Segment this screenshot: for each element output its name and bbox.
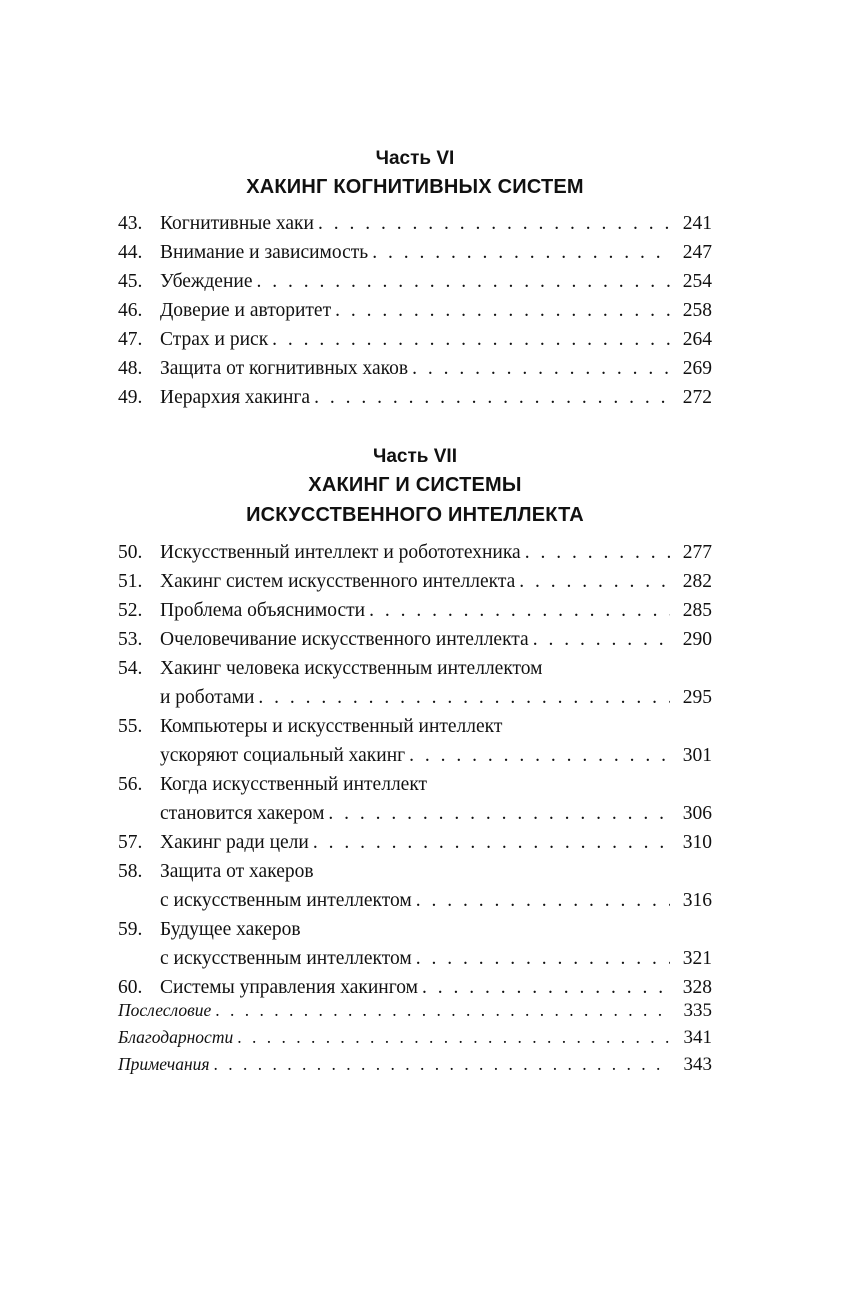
dot-leader bbox=[318, 209, 670, 238]
dot-leader bbox=[314, 383, 670, 412]
dot-leader bbox=[525, 538, 670, 567]
part-7-heading bbox=[118, 444, 712, 530]
toc-entry-51[interactable] bbox=[118, 567, 712, 596]
entry-title: Иерархия хакинга bbox=[160, 387, 311, 408]
toc-entry-56[interactable] bbox=[118, 770, 712, 828]
entry-page: 254 bbox=[682, 271, 712, 292]
entry-page: 321 bbox=[682, 948, 712, 969]
dot-leader bbox=[416, 944, 670, 973]
toc-entry-49[interactable] bbox=[118, 383, 712, 412]
entry-page: 301 bbox=[682, 745, 712, 766]
entry-number: 57. bbox=[118, 832, 143, 853]
entry-number: 58. bbox=[118, 861, 143, 882]
entry-page: 310 bbox=[682, 832, 712, 853]
entry-title: Убеждение bbox=[160, 271, 253, 292]
dot-leader bbox=[258, 683, 670, 712]
dot-leader bbox=[335, 296, 670, 325]
entry-number: 59. bbox=[118, 919, 143, 940]
dot-leader bbox=[215, 997, 670, 1024]
part-6-section bbox=[118, 146, 712, 412]
entry-title: Доверие и авторитет bbox=[160, 300, 332, 321]
toc-entry-55[interactable] bbox=[118, 712, 712, 770]
entry-page: 282 bbox=[682, 571, 712, 592]
entry-number: 52. bbox=[118, 600, 143, 621]
entry-title: Примечания bbox=[118, 1054, 210, 1074]
dot-leader bbox=[412, 354, 670, 383]
entry-title-line-2: ускоряют социальный хакинг bbox=[160, 745, 406, 766]
entry-title-line-1: Хакинг человека искусственным интеллектом bbox=[160, 658, 543, 679]
entry-page: 316 bbox=[682, 890, 712, 911]
entry-title: Послесловие bbox=[118, 1000, 212, 1020]
dot-leader bbox=[214, 1051, 670, 1078]
entry-title: Благодарности bbox=[118, 1027, 234, 1047]
entry-page: 335 bbox=[683, 1000, 712, 1021]
dot-leader bbox=[237, 1024, 670, 1051]
toc-entry-54[interactable] bbox=[118, 654, 712, 712]
entry-page: 295 bbox=[682, 687, 712, 708]
entry-title: Хакинг систем искусственного интеллекта bbox=[160, 571, 516, 592]
entry-number: 49. bbox=[118, 387, 143, 408]
part-7-title-line-2: ИСКУССТВЕННОГО ИНТЕЛЛЕКТА bbox=[246, 504, 584, 526]
toc-entry-47[interactable] bbox=[118, 325, 712, 354]
part-7-label: Часть VII bbox=[373, 446, 457, 467]
entry-title-line-2: с искусственным интеллектом bbox=[160, 948, 412, 969]
entry-page: 290 bbox=[682, 629, 712, 650]
entry-number: 54. bbox=[118, 658, 143, 679]
part-6-label: Часть VI bbox=[375, 148, 455, 169]
toc-entry-50[interactable] bbox=[118, 538, 712, 567]
backmatter-section bbox=[118, 997, 712, 1078]
toc-entry-52[interactable] bbox=[118, 596, 712, 625]
entry-title: Внимание и зависимость bbox=[160, 242, 369, 263]
entry-page: 285 bbox=[682, 600, 712, 621]
entry-title-line-1: Компьютеры и искусственный интеллект bbox=[160, 716, 503, 737]
entry-page: 258 bbox=[682, 300, 712, 321]
part-7-section bbox=[118, 444, 712, 1002]
part-6-heading bbox=[118, 146, 712, 202]
toc-entry-46[interactable] bbox=[118, 296, 712, 325]
entry-number: 55. bbox=[118, 716, 143, 737]
entry-page: 341 bbox=[683, 1027, 712, 1048]
entry-page: 306 bbox=[682, 803, 712, 824]
dot-leader bbox=[519, 567, 670, 596]
entry-number: 43. bbox=[118, 213, 143, 234]
dot-leader bbox=[369, 596, 670, 625]
entry-page: 269 bbox=[682, 358, 712, 379]
toc-entry-58[interactable] bbox=[118, 857, 712, 915]
entry-title: Хакинг ради цели bbox=[160, 832, 309, 853]
entry-title: Системы управления хакингом bbox=[160, 977, 418, 998]
dot-leader bbox=[409, 741, 670, 770]
entry-number: 47. bbox=[118, 329, 143, 350]
dot-leader bbox=[533, 625, 670, 654]
toc-entry-48[interactable] bbox=[118, 354, 712, 383]
toc-entry-acknowledgements[interactable] bbox=[118, 1024, 712, 1051]
part-7-title-line-1: ХАКИНГ И СИСТЕМЫ bbox=[308, 474, 522, 496]
entry-title: Очеловечивание искусственного интеллекта bbox=[160, 629, 529, 650]
dot-leader bbox=[328, 799, 670, 828]
entry-number: 48. bbox=[118, 358, 143, 379]
toc-entry-53[interactable] bbox=[118, 625, 712, 654]
entry-number: 44. bbox=[118, 242, 143, 263]
toc-entry-afterword[interactable] bbox=[118, 997, 712, 1024]
toc-entry-59[interactable] bbox=[118, 915, 712, 973]
toc-entry-45[interactable] bbox=[118, 267, 712, 296]
entry-number: 51. bbox=[118, 571, 143, 592]
entry-page: 328 bbox=[682, 977, 712, 998]
entry-title-line-2: и роботами bbox=[160, 687, 255, 708]
entry-number: 45. bbox=[118, 271, 143, 292]
dot-leader bbox=[416, 886, 670, 915]
dot-leader bbox=[272, 325, 670, 354]
toc-entry-44[interactable] bbox=[118, 238, 712, 267]
entry-title: Проблема объяснимости bbox=[160, 600, 366, 621]
toc-entry-43[interactable] bbox=[118, 209, 712, 238]
entry-title: Защита от когнитивных хаков bbox=[160, 358, 409, 379]
entry-page: 343 bbox=[683, 1054, 712, 1075]
entry-number: 56. bbox=[118, 774, 143, 795]
toc-entry-notes[interactable] bbox=[118, 1051, 712, 1078]
entry-number: 60. bbox=[118, 977, 143, 998]
entry-page: 241 bbox=[682, 213, 712, 234]
dot-leader bbox=[256, 267, 670, 296]
entry-page: 247 bbox=[682, 242, 712, 263]
entry-number: 50. bbox=[118, 542, 143, 563]
part-6-title: ХАКИНГ КОГНИТИВНЫХ СИСТЕМ bbox=[246, 176, 584, 198]
entry-title-line-2: с искусственным интеллектом bbox=[160, 890, 412, 911]
entry-page: 264 bbox=[682, 329, 712, 350]
dot-leader bbox=[313, 828, 670, 857]
entry-title: Искусственный интеллект и робототехника bbox=[160, 542, 521, 563]
entry-title: Страх и риск bbox=[160, 329, 269, 350]
dot-leader bbox=[372, 238, 670, 267]
entry-number: 53. bbox=[118, 629, 143, 650]
entry-page: 277 bbox=[682, 542, 712, 563]
entry-number: 46. bbox=[118, 300, 143, 321]
entry-title-line-2: становится хакером bbox=[160, 803, 325, 824]
toc-entry-57[interactable] bbox=[118, 828, 712, 857]
entry-title-line-1: Защита от хакеров bbox=[160, 861, 314, 882]
entry-title: Когнитивные хаки bbox=[160, 213, 314, 234]
entry-title-line-1: Когда искусственный интеллект bbox=[160, 774, 428, 795]
entry-title-line-1: Будущее хакеров bbox=[160, 919, 301, 940]
entry-page: 272 bbox=[682, 387, 712, 408]
